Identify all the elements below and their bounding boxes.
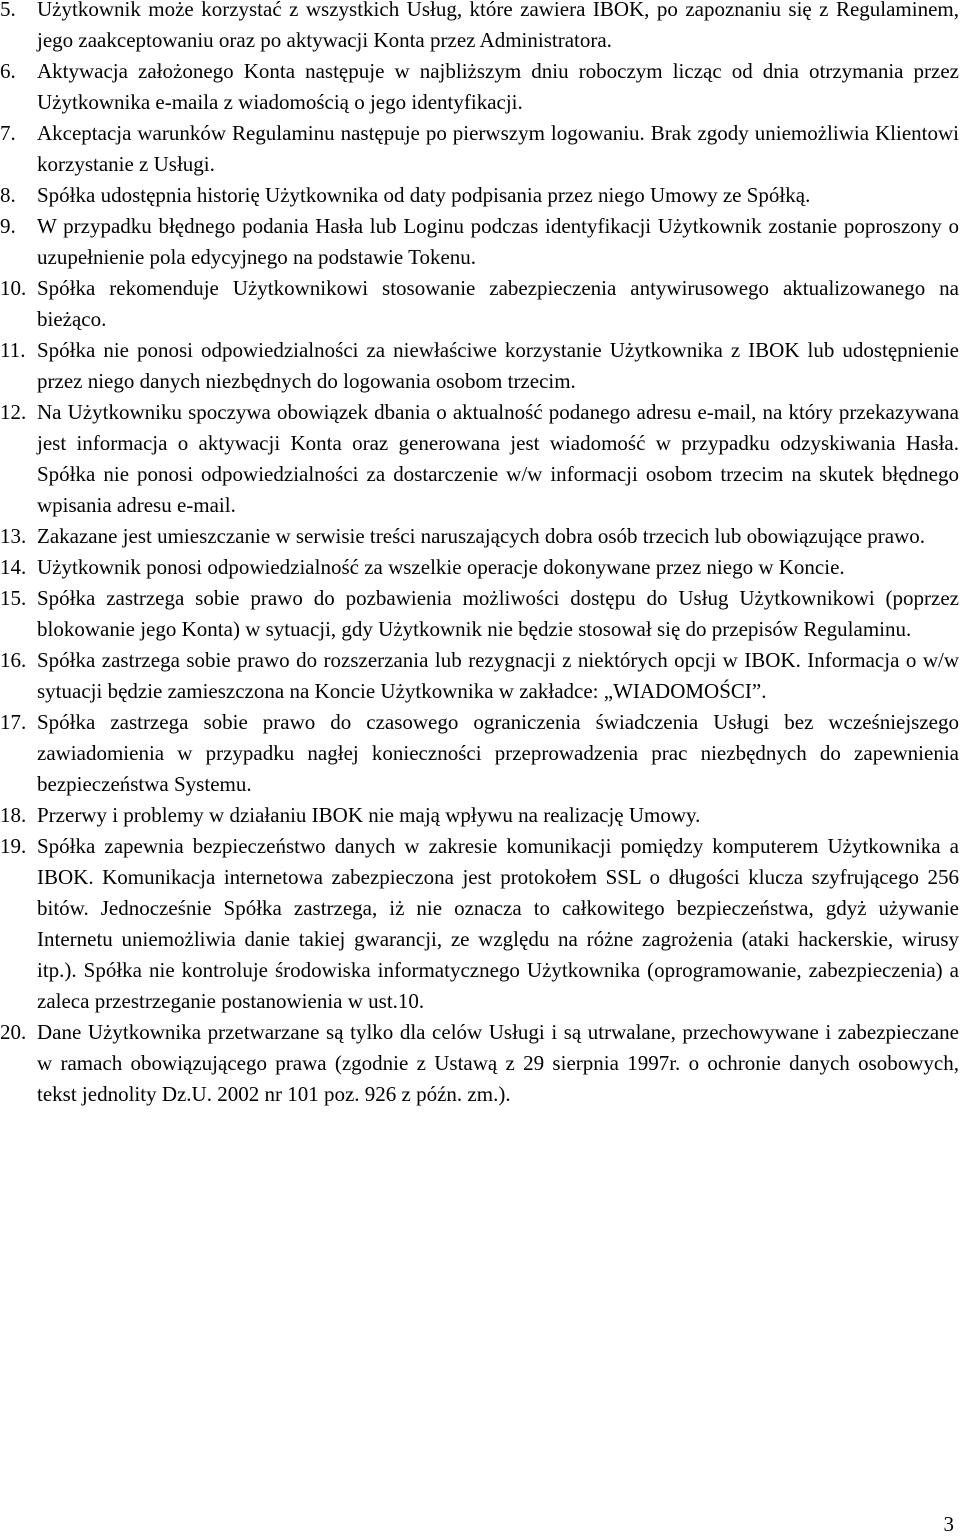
item-text: Spółka zastrzega sobie prawo do czasowego ograniczenia świadczenia Usługi bez wcześniejszego zawiadomienia w przypadku nagłej konieczności przeprowadzenia prac niezbędnych do zapewnienia bezpieczeństwa Systemu. — [37, 710, 959, 796]
item-text: Spółka zastrzega sobie prawo do rozszerzania lub rezygnacji z niektórych opcji w IBOK. Informacja o w/w sytuacji będzie zamieszczona na Koncie Użytkownika w zakładce: „WIADOMOŚCI”. — [37, 648, 959, 703]
list-item — [0, 645, 959, 707]
list-item — [0, 800, 959, 831]
item-text: Przerwy i problemy w działaniu IBOK nie mają wpływu na realizację Umowy. — [37, 803, 701, 827]
item-text: Spółka zapewnia bezpieczeństwo danych w zakresie komunikacji pomiędzy komputerem Użytkownika a IBOK. Komunikacja internetowa zabezpieczona jest protokołem SSL o długości klucza szyfrującego 256 bitów. Jednocześnie Spółka zastrzega, iż nie oznacza to całkowitego bezpieczeństwa, gdyż używanie Internetu uniemożliwia danie takiej gwarancji, ze względu na różne zagrożenia (ataki hackerskie, wirusy itp.). Spółka nie kontroluje środowiska informatycznego Użytkownika (oprogramowanie, zabezpieczenia) a zaleca przestrzeganie postanowienia w ust.10. — [37, 834, 959, 1013]
item-text: Dane Użytkownika przetwarzane są tylko dla celów Usługi i są utrwalane, przechowywane i zabezpieczane w ramach obowiązującego prawa (zgodnie z Ustawą z 29 sierpnia 1997r. o ochronie danych osobowych, tekst jednolity Dz.U. 2002 nr 101 poz. 926 z późn. zm.). — [37, 1020, 959, 1106]
list-item — [0, 583, 959, 645]
item-number: 19. — [0, 834, 27, 858]
item-number: 13. — [0, 524, 27, 548]
item-text: Aktywacja założonego Konta następuje w najbliższym dniu roboczym licząc od dnia otrzymania przez Użytkownika e-maila z wiadomością o jego identyfikacji. — [37, 59, 959, 114]
list-item — [0, 335, 959, 397]
list-item — [0, 397, 959, 521]
page-number: 3 — [943, 1512, 954, 1536]
item-number: 9. — [0, 214, 16, 238]
list-item — [0, 118, 959, 180]
item-number: 12. — [0, 400, 27, 424]
item-text: Zakazane jest umieszczanie w serwisie treści naruszających dobra osób trzecich lub obowiązujące prawo. — [37, 524, 926, 548]
item-text: Użytkownik może korzystać z wszystkich Usług, które zawiera IBOK, po zapoznaniu się z Regulaminem, jego zaakceptowaniu oraz po aktywacji Konta przez Administratora. — [37, 0, 959, 52]
item-number: 20. — [0, 1020, 27, 1044]
item-number: 11. — [0, 338, 26, 362]
list-item — [0, 273, 959, 335]
list-item — [0, 56, 959, 118]
list-item — [0, 552, 959, 583]
item-text: Akceptacja warunków Regulaminu następuje po pierwszym logowaniu. Brak zgody uniemożliwia Klientowi korzystanie z Usługi. — [37, 121, 959, 176]
list-item — [0, 180, 959, 211]
item-text: Użytkownik ponosi odpowiedzialność za wszelkie operacje dokonywane przez niego w Koncie. — [37, 555, 845, 579]
list-item — [0, 1017, 959, 1110]
item-text: Spółka zastrzega sobie prawo do pozbawienia możliwości dostępu do Usług Użytkownikowi (poprzez blokowanie jego Konta) w sytuacji, gdy Użytkownik nie będzie stosował się do przepisów Regulaminu. — [37, 586, 959, 641]
item-number: 6. — [0, 59, 16, 83]
item-number: 17. — [0, 710, 27, 734]
item-number: 10. — [0, 276, 27, 300]
list-item — [0, 211, 959, 273]
item-text: W przypadku błędnego podania Hasła lub Loginu podczas identyfikacji Użytkownik zostanie poproszony o uzupełnienie pola edycyjnego na podstawie Tokenu. — [37, 214, 959, 269]
list-item — [0, 0, 959, 56]
item-number: 14. — [0, 555, 27, 579]
item-text: Spółka nie ponosi odpowiedzialności za niewłaściwe korzystanie Użytkownika z IBOK lub udostępnienie przez niego danych niezbędnych do logowania osobom trzecim. — [37, 338, 959, 393]
list-item — [0, 831, 959, 1017]
item-text: Na Użytkowniku spoczywa obowiązek dbania o aktualność podanego adresu e-mail, na który przekazywana jest informacja o aktywacji Konta oraz generowana jest wiadomość w przypadku odzyskiwania Hasła. Spółka nie ponosi odpowiedzialności za dostarczenie w/w informacji osobom trzecim na skutek błędnego wpisania adresu e-mail. — [37, 400, 959, 517]
list-item — [0, 521, 959, 552]
item-number: 15. — [0, 586, 27, 610]
item-number: 18. — [0, 803, 27, 827]
item-text: Spółka udostępnia historię Użytkownika od daty podpisania przez niego Umowy ze Spółką. — [37, 183, 811, 207]
item-number: 5. — [0, 0, 16, 21]
list-item — [0, 707, 959, 800]
item-number: 16. — [0, 648, 27, 672]
item-text: Spółka rekomenduje Użytkownikowi stosowanie zabezpieczenia antywirusowego aktualizowanego na bieżąco. — [37, 276, 959, 331]
item-number: 8. — [0, 183, 16, 207]
item-number: 7. — [0, 121, 16, 145]
